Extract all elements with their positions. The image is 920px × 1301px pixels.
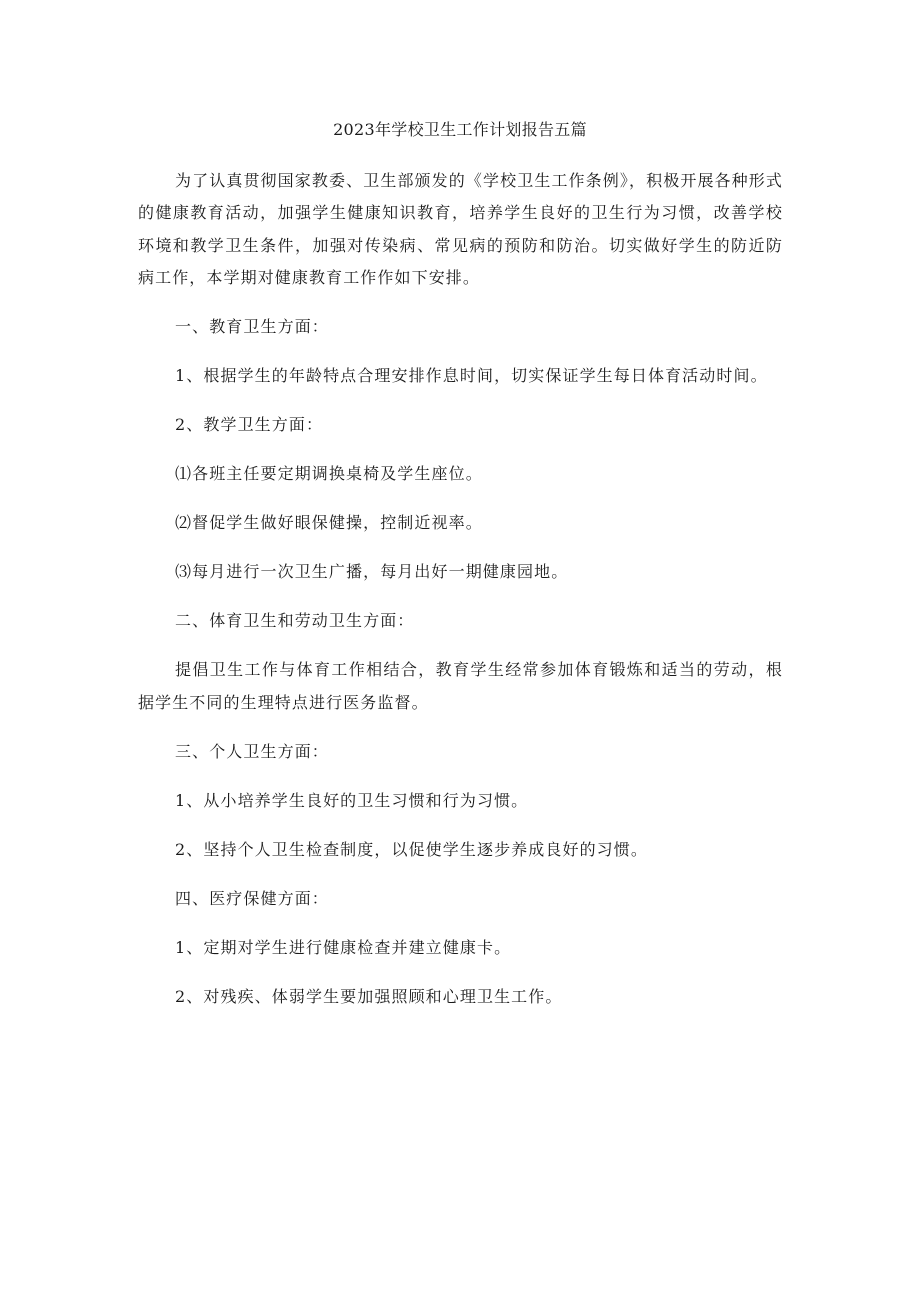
section-heading-personal-hygiene: 三、个人卫生方面： [175, 741, 329, 761]
list-item: 1、从小培养学生良好的卫生习惯和行为习惯。 [175, 790, 529, 810]
list-item: ⑶每月进行一次卫生广播，每月出好一期健康园地。 [175, 562, 569, 582]
paragraph-intro: 为了认真贯彻国家教委、卫生部颁发的《学校卫生工作条例》，积极开展各种形式的健康教育活动，加强学生健康知识教育，培养学生良好的卫生行为习惯，改善学校环境和教学卫生条件，加强对传染病、常见病的预防和防治。切实做好学生的防近防病工作，本学期对健康教育工作作如下安排。 [138, 171, 783, 288]
list-item: ⑵督促学生做好眼保健操，控制近视率。 [175, 513, 483, 533]
list-item: 2、对残疾、体弱学生要加强照顾和心理卫生工作。 [175, 986, 563, 1006]
document-body [138, 165, 783, 1030]
document-title: 2023年学校卫生工作计划报告五篇 [333, 120, 587, 139]
list-item: 1、定期对学生进行健康检查并建立健康卡。 [175, 937, 512, 957]
section-heading-sports-labor-hygiene: 二、体育卫生和劳动卫生方面： [175, 611, 415, 631]
list-item: ⑴各班主任要定期调换桌椅及学生座位。 [175, 464, 483, 484]
paragraph-sports: 提倡卫生工作与体育工作相结合，教育学生经常参加体育锻炼和适当的劳动，根据学生不同的生理特点进行医务监督。 [138, 660, 783, 712]
list-item: 2、教学卫生方面： [175, 415, 324, 435]
section-heading-medical-care: 四、医疗保健方面： [175, 888, 329, 908]
list-item: 2、坚持个人卫生检查制度，以促使学生逐步养成良好的习惯。 [175, 839, 648, 859]
section-heading-education-hygiene: 一、教育卫生方面： [175, 317, 329, 337]
list-item: 1、根据学生的年龄特点合理安排作息时间，切实保证学生每日体育活动时间。 [175, 366, 768, 386]
